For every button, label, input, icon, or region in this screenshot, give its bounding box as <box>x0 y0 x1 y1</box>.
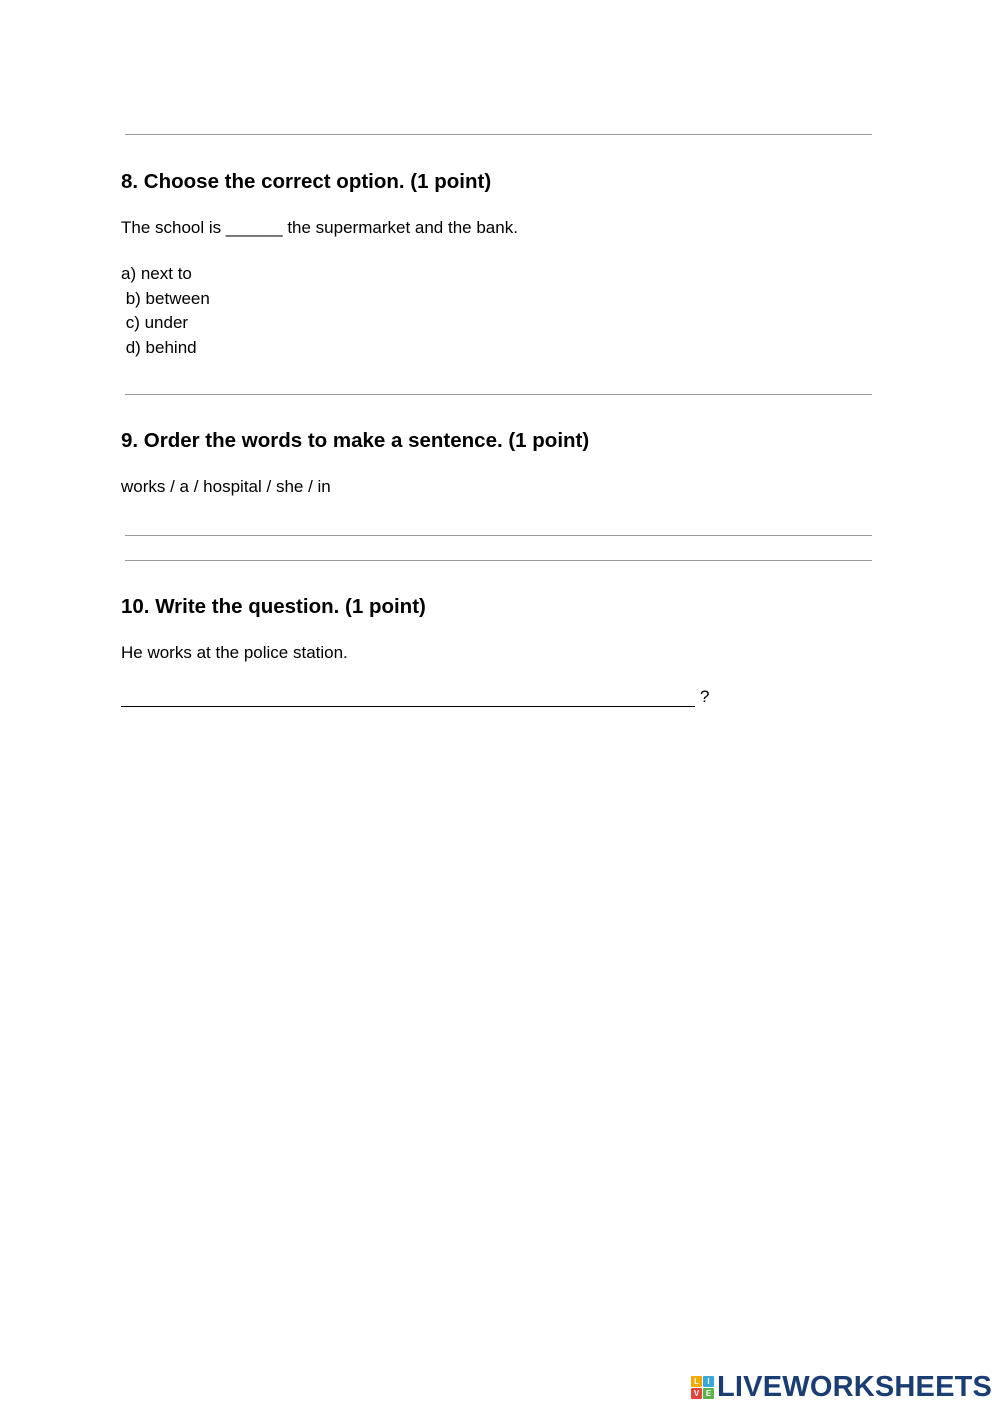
option-d[interactable]: d) behind <box>121 337 197 357</box>
question-8-heading: 8. Choose the correct option. (1 point) <box>121 170 492 193</box>
question-8-prompt: The school is ______ the supermarket and the bank. <box>121 218 518 237</box>
divider-top <box>125 134 872 135</box>
question-9-prompt: works / a / hospital / she / in <box>121 477 331 496</box>
logo-letter-l: L <box>691 1376 702 1387</box>
logo-letter-e: E <box>703 1388 714 1399</box>
question-9-answer-line[interactable] <box>125 535 872 536</box>
question-10-answer-line[interactable] <box>121 706 695 707</box>
liveworksheets-wordmark: LIVEWORKSHEETS <box>717 1371 993 1403</box>
question-10-question-mark: ? <box>700 687 710 706</box>
question-8-options <box>121 262 210 360</box>
option-b[interactable]: b) between <box>121 288 210 308</box>
liveworksheets-logo-icon <box>691 1376 714 1399</box>
divider-after-q8 <box>125 394 872 395</box>
logo-letter-i: I <box>703 1376 714 1387</box>
question-9-heading: 9. Order the words to make a sentence. (1 point) <box>121 429 590 452</box>
logo-letter-v: V <box>691 1388 702 1399</box>
option-a[interactable]: a) next to <box>121 264 192 283</box>
divider-after-q9 <box>125 560 872 561</box>
option-c[interactable]: c) under <box>121 313 189 332</box>
question-10-prompt: He works at the police station. <box>121 643 348 662</box>
question-10-heading: 10. Write the question. (1 point) <box>121 595 426 618</box>
liveworksheets-logo <box>691 1373 992 1402</box>
